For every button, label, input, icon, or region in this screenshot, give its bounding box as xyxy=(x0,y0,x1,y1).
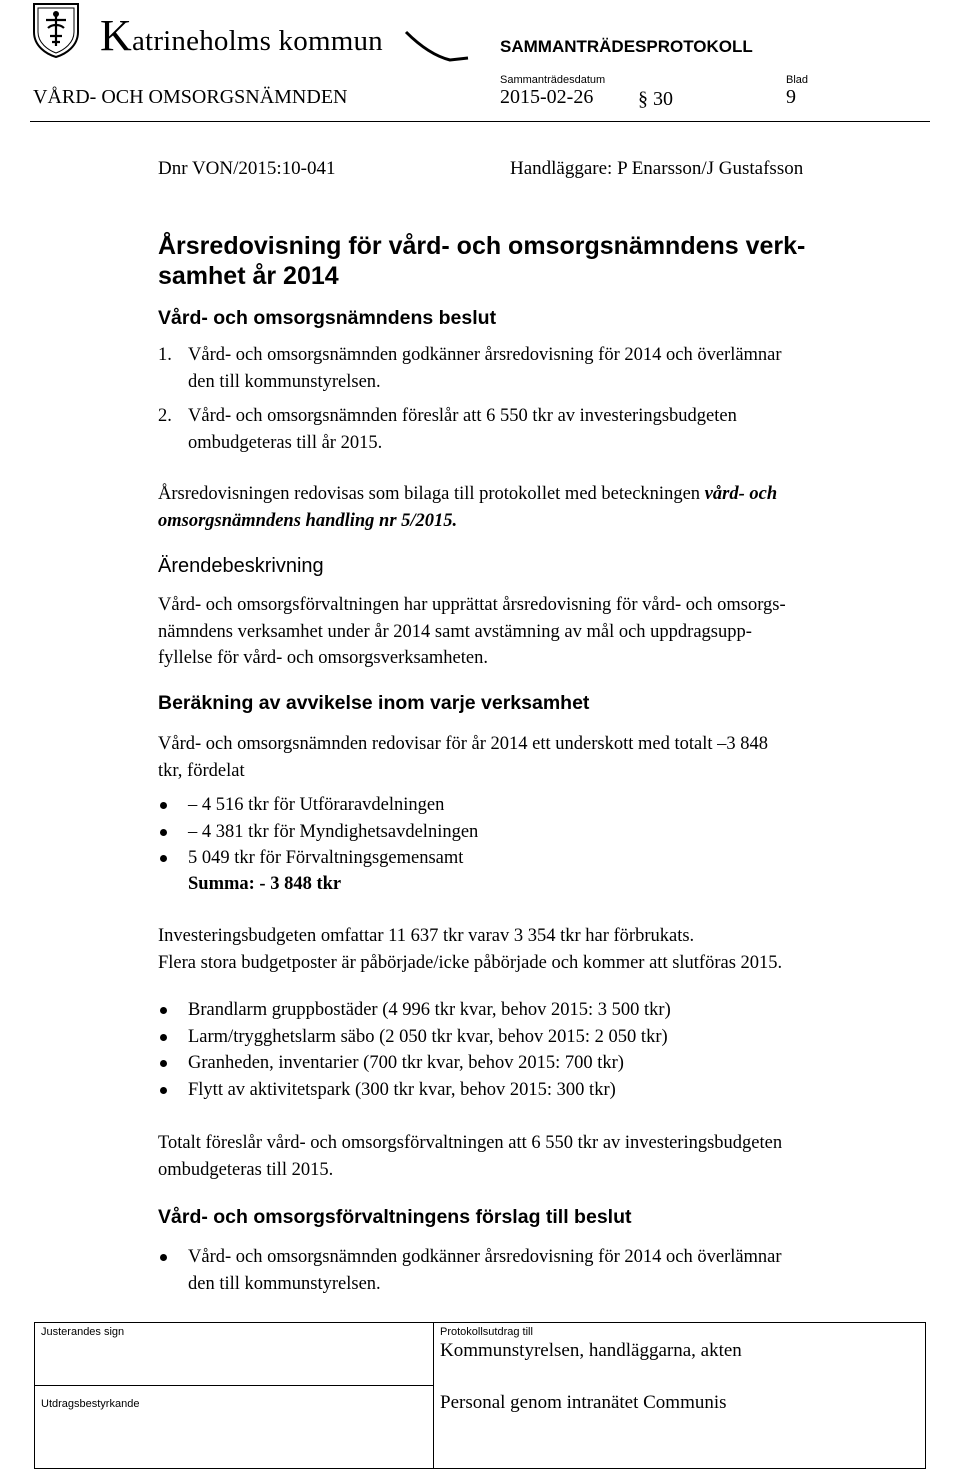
deviation-text xyxy=(158,731,918,784)
item-text-line: Vård- och omsorgsnämnden godkänner årsredovisning för 2014 och överlämnar xyxy=(188,345,782,365)
text-line: Vård- och omsorgsförvaltningen har upprättat årsredovisning för vård- och omsorgs- xyxy=(158,595,786,615)
item-text-line: Vård- och omsorgsnämnden föreslår att 6 550 tkr av investeringsbudgeten xyxy=(188,406,737,426)
list-item xyxy=(158,1050,918,1077)
list-item xyxy=(158,342,918,395)
list-item xyxy=(158,997,918,1024)
text-line: ombudgeteras till 2015. xyxy=(158,1159,334,1180)
item-text-line: ombudgeteras till år 2015. xyxy=(188,432,383,453)
extract-certification-label: Utdragsbestyrkande xyxy=(41,1398,140,1410)
attachment-note xyxy=(158,481,918,534)
attachment-reference: vård- och xyxy=(704,484,778,504)
deviation-heading: Beräkning av avvikelse inom varje verksamhet xyxy=(158,692,590,714)
text-line: Vård- och omsorgsnämnden redovisar för år 2014 ett underskott med totalt –3 848 xyxy=(158,734,769,754)
protocol-title: SAMMANTRÄDESPROTOKOLL xyxy=(500,37,753,56)
bullet-icon xyxy=(160,1034,167,1041)
signature-box-divider xyxy=(433,1322,434,1469)
list-item xyxy=(158,1077,918,1104)
page-number: 9 xyxy=(786,86,796,108)
list-item-text: Larm/trygghetslarm säbo (2 050 tkr kvar, behov 2015: 2 050 tkr) xyxy=(188,1026,668,1047)
signature-box-divider xyxy=(34,1385,433,1386)
attachment-reference: omsorgsnämndens handling nr 5/2015. xyxy=(158,510,458,531)
case-description-heading: Ärendebeskrivning xyxy=(158,555,324,577)
attachment-note-text: Årsredovisningen redovisas som bilaga till protokollet med beteckningen xyxy=(158,484,701,504)
list-item xyxy=(158,845,918,872)
list-item-text: Vård- och omsorgsnämnden godkänner årsredovisning för 2014 och överlämnar xyxy=(188,1247,782,1267)
list-item xyxy=(158,819,918,846)
list-item-text: Brandlarm gruppbostäder (4 996 tkr kvar, behov 2015: 3 500 tkr) xyxy=(188,1000,671,1020)
kommun-name xyxy=(100,11,383,60)
logo-swoosh-icon xyxy=(400,28,470,64)
list-item-text: Granheden, inventarier (700 tkr kvar, behov 2015: 700 tkr) xyxy=(188,1053,624,1073)
investment-total-text xyxy=(158,1130,938,1183)
committee-name: VÅRD- OCH OMSORGSNÄMNDEN xyxy=(33,86,348,108)
header-divider xyxy=(30,121,930,122)
decision-list xyxy=(158,342,918,456)
document-title-line: Årsredovisning för vård- och omsorgsnämndens verk- xyxy=(158,232,806,260)
list-item-text: den till kommunstyrelsen. xyxy=(188,1273,381,1294)
bullet-icon xyxy=(160,802,167,809)
decision-heading: Vård- och omsorgsnämndens beslut xyxy=(158,307,497,329)
meeting-date: 2015-02-26 xyxy=(500,86,594,108)
text-line: Flera stora budgetposter är påbörjade/icke påbörjade och kommer att slutföras 2015. xyxy=(158,952,783,973)
bullet-icon xyxy=(160,829,167,836)
item-number: 2. xyxy=(158,406,172,426)
list-item xyxy=(158,1244,918,1297)
document-title xyxy=(158,231,858,291)
text-line: Investeringsbudgeten omfattar 11 637 tkr varav 3 354 tkr har förbrukats. xyxy=(158,926,695,946)
list-item-text: Flytt av aktivitetspark (300 tkr kvar, behov 2015: 300 tkr) xyxy=(188,1079,616,1100)
extract-recipients-label: Protokollsutdrag till xyxy=(440,1326,533,1338)
text-line: tkr, fördelat xyxy=(158,760,245,781)
proposal-heading: Vård- och omsorgsförvaltningens förslag till beslut xyxy=(158,1206,632,1228)
list-item-text: – 4 381 tkr för Myndighetsavdelningen xyxy=(188,821,479,842)
investment-text xyxy=(158,923,938,976)
text-line: nämndens verksamhet under år 2014 samt avstämning av mål och uppdragsupp- xyxy=(158,621,752,642)
page-label: Blad xyxy=(786,74,809,86)
case-description-text xyxy=(158,592,918,672)
bullet-icon xyxy=(160,1060,167,1067)
text-line: fyllelse för vård- och omsorgsverksamheten. xyxy=(158,648,488,668)
list-item xyxy=(158,792,918,819)
bullet-icon xyxy=(160,1007,167,1014)
extract-recipient: Kommunstyrelsen, handläggarna, akten xyxy=(440,1340,742,1361)
item-number: 1. xyxy=(158,345,172,365)
adjuster-signature-label: Justerandes sign xyxy=(41,1326,125,1338)
document-title-line: samhet år 2014 xyxy=(158,262,339,290)
bullet-icon xyxy=(160,855,167,862)
list-item xyxy=(158,403,918,456)
bullet-icon xyxy=(160,1087,167,1094)
proposal-list xyxy=(158,1244,918,1297)
extract-recipient: Personal genom intranätet Communis xyxy=(440,1392,727,1413)
deviation-list xyxy=(158,792,918,872)
deviation-sum: Summa: - 3 848 tkr xyxy=(188,874,342,894)
paragraph-sign: § xyxy=(638,88,648,110)
item-text-line: den till kommunstyrelsen. xyxy=(188,371,381,392)
paragraph-number xyxy=(638,88,673,111)
list-item-text: – 4 516 tkr för Utföraravdelningen xyxy=(188,795,445,815)
kommun-name-initial: K xyxy=(100,11,132,60)
investment-list xyxy=(158,997,918,1103)
case-handlers: Handläggare: P Enarsson/J Gustafsson xyxy=(510,158,804,179)
bullet-icon xyxy=(160,1254,167,1261)
list-item-text: 5 049 tkr för Förvaltningsgemensamt xyxy=(188,848,464,868)
case-number: Dnr VON/2015:10-041 xyxy=(158,158,336,179)
meeting-date-label: Sammanträdesdatum xyxy=(500,74,606,86)
kommun-coat-of-arms-logo xyxy=(32,2,80,58)
text-line: Totalt föreslår vård- och omsorgsförvaltningen att 6 550 tkr av investeringsbudgeten xyxy=(158,1133,783,1153)
kommun-name-rest: atrineholms kommun xyxy=(131,25,383,57)
list-item xyxy=(158,1024,918,1051)
paragraph-number-value: 30 xyxy=(653,88,673,110)
